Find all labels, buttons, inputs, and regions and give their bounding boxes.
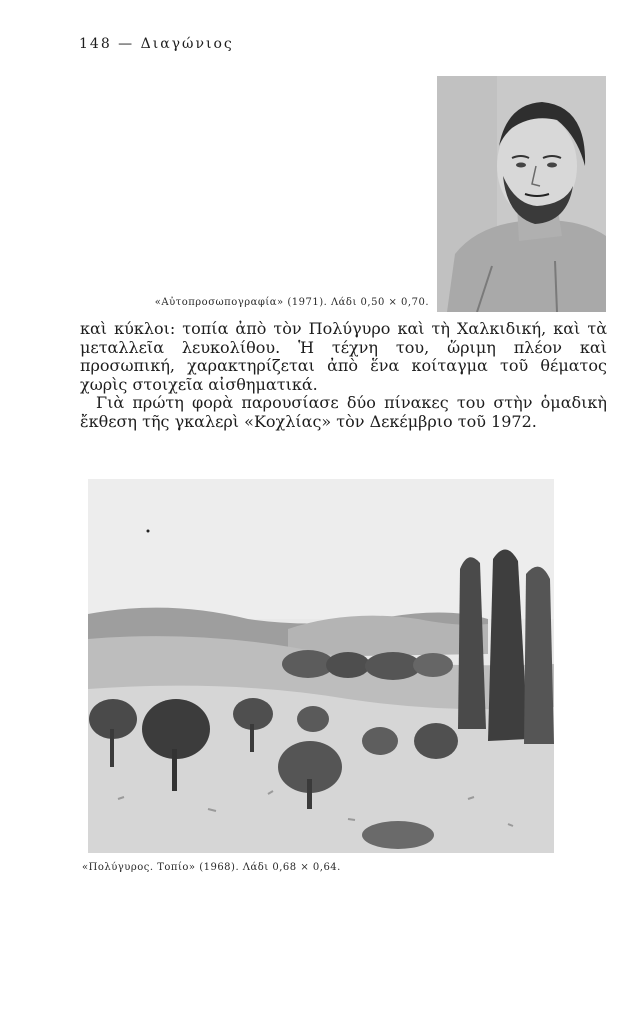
self-portrait-painting <box>437 76 606 312</box>
portrait-illustration <box>437 76 606 312</box>
landscape-painting <box>88 479 554 853</box>
portrait-caption: «Αὐτοπροσωπογραφία» (1971). Λάδι 0,50 × 0,70. <box>154 297 429 308</box>
landscape-caption: «Πολύγυρος. Τοπίο» (1968). Λάδι 0,68 × 0,64. <box>82 862 341 873</box>
landscape-illustration <box>88 479 554 853</box>
paragraph-2: Γιὰ πρώτη φορὰ παρουσίασε δύο πίνακες του στὴν ὁμαδικὴ ἔκθεση τῆς γκαλερὶ «Κοχλίας» τὸν Δεκέμβριο τοῦ 1972. <box>80 393 607 431</box>
paragraph-1: καὶ κύκλοι: τοπία ἀπὸ τὸν Πολύγυρο καὶ τὴ Χαλκιδική, καὶ τὰ μεταλλεῖα λευκολίθου. Ἡ τέχνη του, ὥριμη πλέον καὶ προσωπική, χαρακτηρίζεται ἀπὸ ἕνα κοίταγμα τοῦ θέματος χωρὶς στοιχεῖα αἰσθηματικά. <box>80 319 607 394</box>
page-header: 148 — Διαγώνιος <box>79 36 234 52</box>
body-text <box>80 320 607 431</box>
